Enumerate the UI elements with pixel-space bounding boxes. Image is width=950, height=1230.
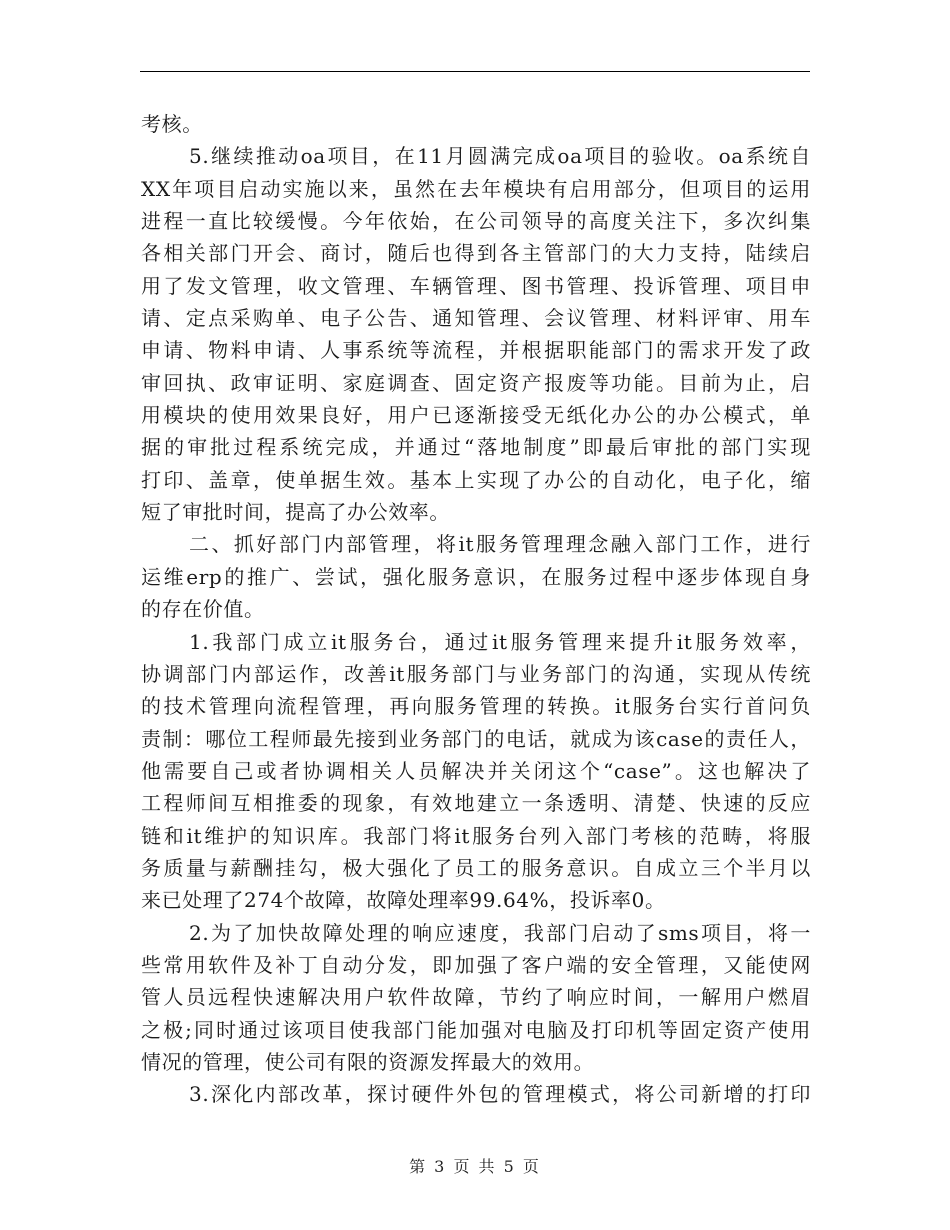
text-line: 工程师间互相推委的现象，有效地建立一条透明、清楚、快速的反应 (141, 791, 811, 816)
text-line: 审回执、政审证明、家庭调查、固定资产报废等功能。目前为止，启 (141, 370, 811, 395)
text-line: 运维erp的推广、尝试，强化服务意识，在服务过程中逐步体现自身 (141, 564, 811, 589)
text-line: 责制：哪位工程师最先接到业务部门的电话，就成为该case的责任人， (141, 726, 811, 751)
text-line: 他需要自己或者协调相关人员解决并关闭这个“case”。这也解决了 (141, 758, 811, 783)
text-line: 二、抓好部门内部管理，将it服务管理理念融入部门工作，进行 (189, 532, 811, 557)
text-line: 务质量与薪酬挂勾，极大强化了员工的服务意识。自成立三个半月以 (141, 855, 811, 880)
text-line: 据的审批过程系统完成，并通过“落地制度”即最后审批的部门实现 (141, 435, 811, 460)
text-line: 协调部门内部运作，改善it服务部门与业务部门的沟通，实现从传统 (141, 661, 811, 686)
text-line: 3.深化内部改革，探讨硬件外包的管理模式，将公司新增的打印 (189, 1082, 811, 1107)
text-line: 2.为了加快故障处理的响应速度，我部门启动了sms项目，将一 (189, 920, 811, 945)
text-line: 些常用软件及补丁自动分发，即加强了客户端的安全管理，又能使网 (141, 952, 811, 977)
text-line: 来已处理了274个故障，故障处理率99.64%，投诉率0。 (141, 888, 666, 913)
text-line: 1.我部门成立it服务台，通过it服务管理来提升it服务效率， (189, 629, 811, 654)
text-line: XX年项目启动实施以来，虽然在去年模块有启用部分，但项目的运用 (141, 176, 811, 201)
text-line: 请、定点采购单、电子公告、通知管理、会议管理、材料评审、用车 (141, 306, 811, 331)
text-line: 各相关部门开会、商讨，随后也得到各主管部门的大力支持，陆续启 (141, 241, 811, 266)
text-line: 5.继续推动oa项目，在11月圆满完成oa项目的验收。oa系统自 (189, 144, 811, 169)
text-line: 之极;同时通过该项目使我部门能加强对电脑及打印机等固定资产使用 (141, 1017, 811, 1042)
text-line: 用模块的使用效果良好，用户已逐渐接受无纸化办公的办公模式，单 (141, 403, 811, 428)
text-line: 链和it维护的知识库。我部门将it服务台列入部门考核的范畴，将服 (141, 823, 811, 848)
header-rule (140, 71, 810, 72)
text-line: 短了审批时间，提高了办公效率。 (141, 500, 450, 525)
text-line: 情况的管理，使公司有限的资源发挥最大的效用。 (141, 1049, 595, 1074)
text-line: 的技术管理向流程管理，再向服务管理的转换。it服务台实行首问负 (141, 694, 811, 719)
text-line: 打印、盖章，使单据生效。基本上实现了办公的自动化，电子化，缩 (141, 467, 811, 492)
text-line: 申请、物料申请、人事系统等流程，并根据职能部门的需求开发了政 (141, 338, 811, 363)
text-line: 进程一直比较缓慢。今年依始，在公司领导的高度关注下，多次纠集 (141, 209, 811, 234)
text-line: 考核。 (141, 112, 203, 136)
text-line: 管人员远程快速解决用户软件故障，节约了响应时间，一解用户燃眉 (141, 985, 811, 1010)
text-line: 的存在价值。 (141, 597, 265, 622)
body-text (141, 108, 811, 1111)
text-line: 用了发文管理，收文管理、车辆管理、图书管理、投诉管理、项目申 (141, 273, 811, 298)
page-footer: 第 3 页 共 5 页 (409, 1157, 541, 1176)
